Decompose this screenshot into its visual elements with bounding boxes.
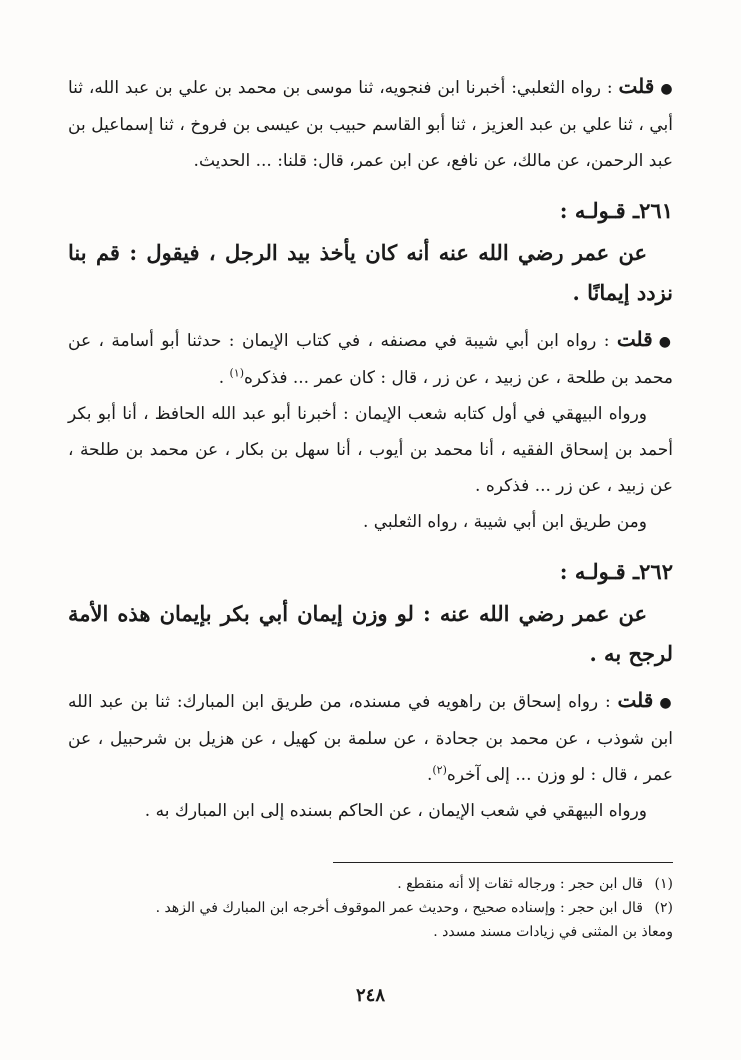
footnote-2 [68,896,673,920]
bullet-icon: ● [660,81,673,97]
footnote-1 [68,872,673,896]
footnote-text: قال ابن حجر : وإسناده صحيح ، وحديث عمر الموقوف أخرجه ابن المبارك في الزهد . [155,900,643,916]
quote-261: عن عمر رضي الله عنه أنه كان يأخذ بيد الرجل ، فيقول : قم بنا نزدد إيمانًا . [68,240,673,305]
footnotes [68,872,673,944]
footnote-text: قال ابن حجر : ورجاله ثقات إلا أنه منقطع . [397,876,643,892]
paragraph-2 [68,321,673,396]
heading-261: ٢٦١ـ قـولـه : [559,198,673,223]
paragraph-2-tail: . [218,368,230,388]
paragraph-5-text: : رواه إسحاق بن راهويه في مسنده، من طريق ابن المبارك: ثنا بن عبد الله ابن شوذب ، عن محمد بن جحادة ، عن سلمة بن كهيل ، عن هزيل بن شرحبيل ، عن عمر ، قال : لو وزن ... إلى آخره [68,692,673,785]
paragraph-5 [68,682,673,793]
paragraph-2-text: : رواه ابن أبي شيبة في مصنفه ، في كتاب الإيمان : حدثنا أبو أسامة ، عن محمد بن طلحة ، عن زبيد ، عن زر ، قال : كان عمر ... فذكره [68,331,673,388]
qultu-label: قلت [616,327,653,351]
paragraph-1 [68,68,673,179]
bullet-icon: ● [659,695,673,711]
footnote-2-continuation: ومعاذ بن المثنى في زيادات مسند مسدد . [433,924,673,940]
heading-262: ٢٦٢ـ قـولـه : [559,559,673,584]
footnote-ref-2: (٢) [432,763,447,777]
paragraph-4: ومن طريق ابن أبي شيبة ، رواه الثعلبي . [362,512,647,532]
qultu-label: قلت [617,688,654,712]
bullet-icon: ● [658,334,673,350]
paragraph-1-text: : رواه الثعلبي: أخبرنا ابن فنجويه، ثنا موسى بن محمد بن علي بن عبد الله، ثنا أبي ، ثنا علي بن عبد العزيز ، ثنا أبو القاسم حبيب بن عيسى بن فروخ ، ثنا إسماعيل بن عبد الرحمن، عن مالك، عن نافع، عن ابن عمر، قال: قلنا: ... الحديث. [68,78,673,171]
quote-262: عن عمر رضي الله عنه : لو وزن إيمان أبي بكر بإيمان هذه الأمة لرجح به . [68,601,673,666]
footnote-number: (١) [654,876,673,892]
footnote-number: (٢) [654,900,673,916]
main-text [68,68,673,829]
footnote-divider [333,862,673,863]
paragraph-3: ورواه البيهقي في أول كتابه شعب الإيمان : أخبرنا أبو عبد الله الحافظ ، أنا أبو بكر أحمد بن إسحاق الفقيه ، أنا محمد بن أيوب ، أنا سهل بن بكار ، عن محمد بن طلحة ، عن زبيد ، عن زر ... فذكره . [68,404,673,496]
qultu-label: قلت [618,74,655,98]
paragraph-5-tail: . [426,765,433,785]
page-number: ٢٤٨ [355,985,385,1006]
footnote-ref-1: (١) [229,366,245,380]
paragraph-6: ورواه البيهقي في شعب الإيمان ، عن الحاكم بسنده إلى ابن المبارك به . [144,801,647,821]
